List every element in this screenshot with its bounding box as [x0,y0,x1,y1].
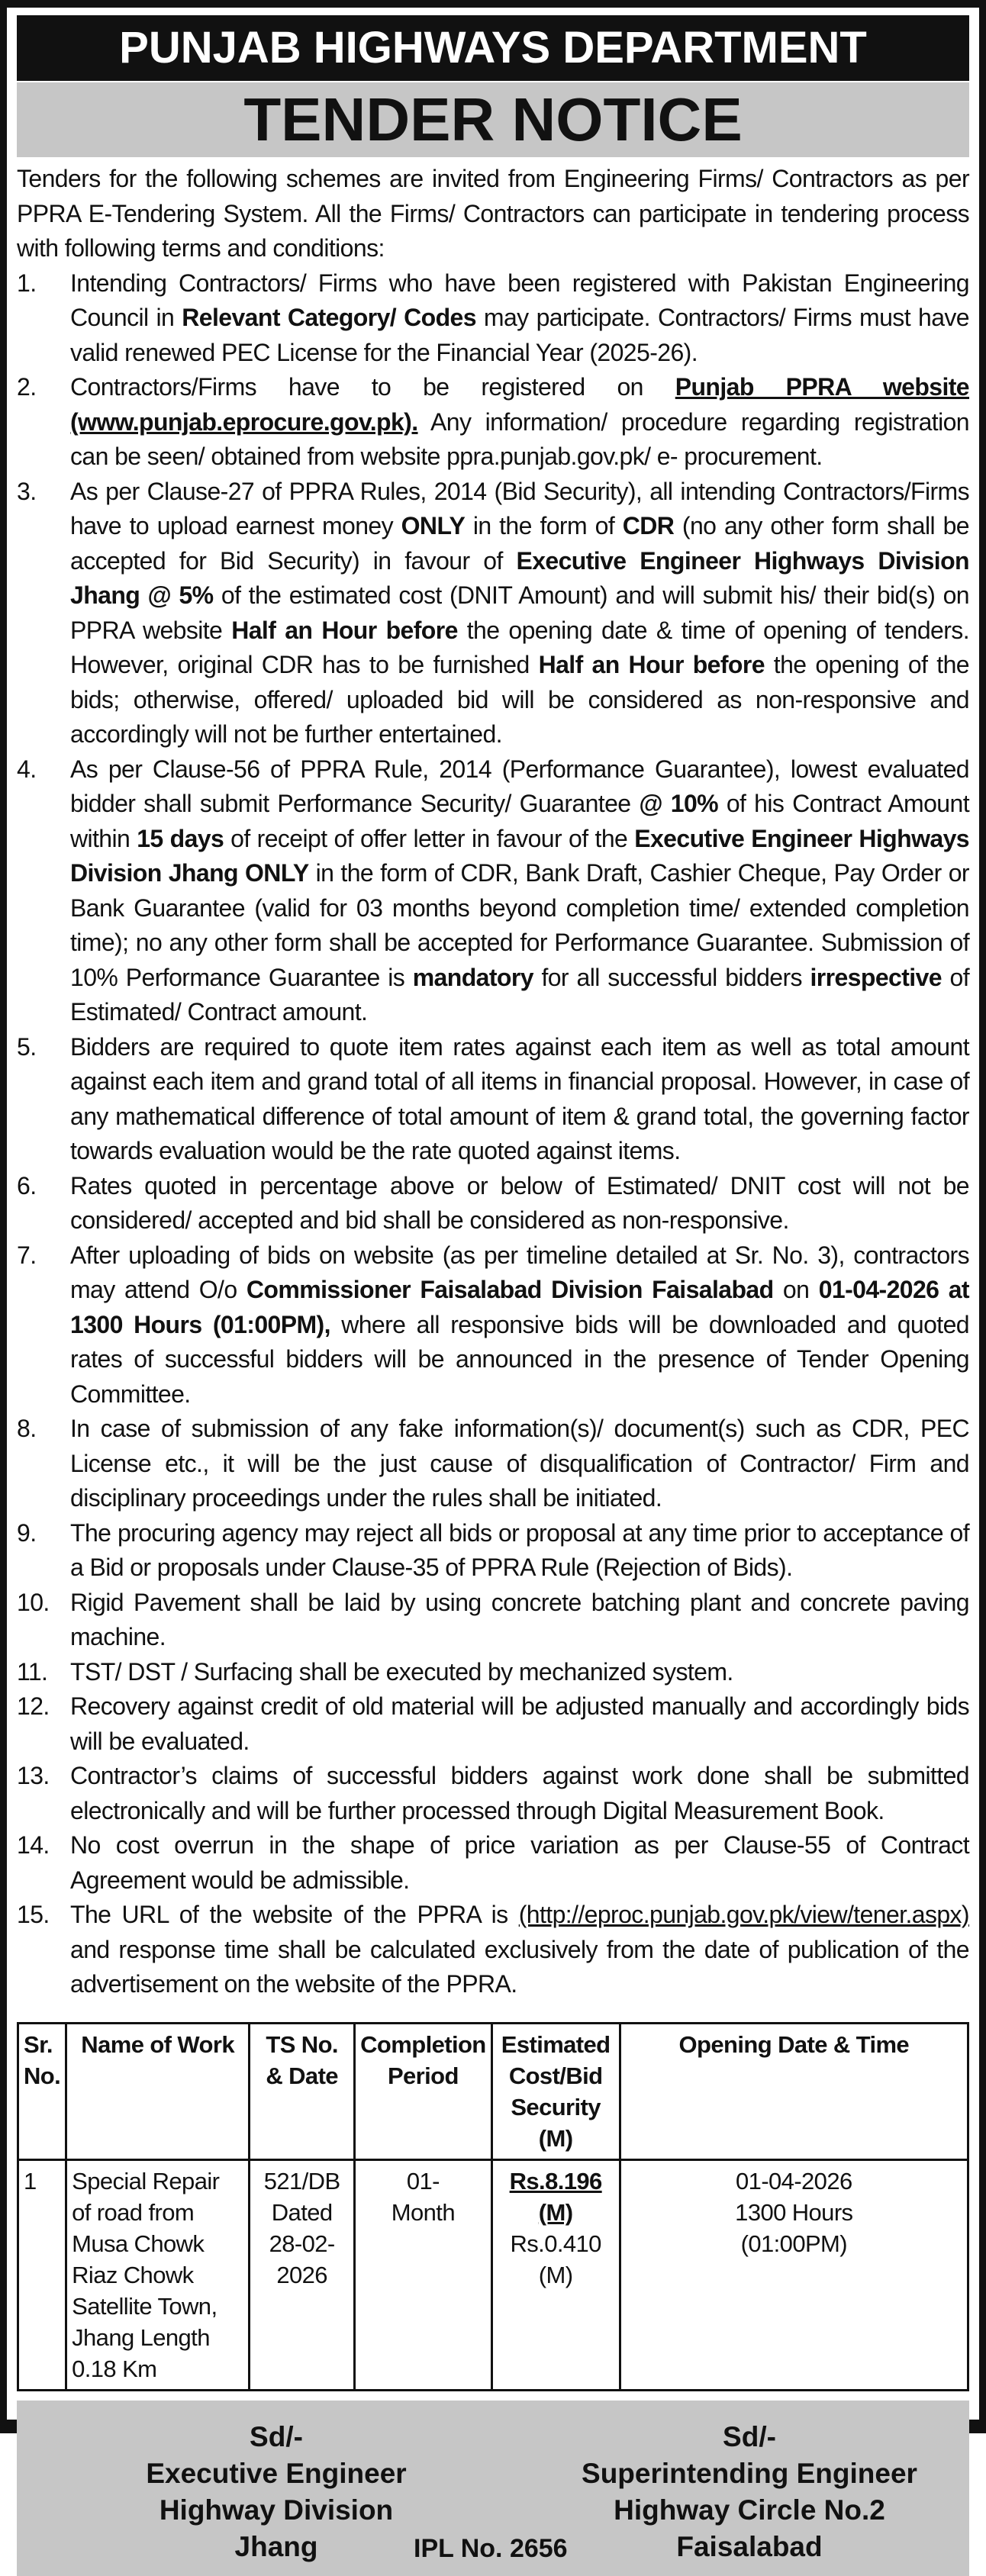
list-item [17,1655,969,1690]
text-segment: on [773,1276,819,1303]
item-number: 14. [17,1831,50,1859]
text-segment: of Estimated/ Contract amount. [70,963,969,1026]
tender-table [17,2022,969,2391]
bold-text: 01-04-2026 at 1300 Hours (01:00PM), [70,1276,969,1338]
col-name-of-work: Name of Work [66,2023,250,2159]
col-completion: Completion Period [355,2023,492,2159]
list-item [17,1828,969,1898]
period-1: 01- [406,2167,440,2194]
signatory-title-left: Executive Engineer [146,2457,407,2489]
signature-left [108,2419,444,2565]
text-segment: in the form of [465,512,623,539]
item-text [70,752,969,1030]
item-text [70,266,969,371]
item-text [70,1689,969,1759]
bold-text: Punjab PPRA website (www.punjab.eprocure.gov.pk). [70,373,970,436]
text-segment: the opening date & time of opening of tenders. However, original CDR has to be furnished [70,616,969,678]
bold-text: Half an Hour before [538,651,765,678]
bold-text: irrespective [810,963,942,991]
signatory-office-left: Highway Division [159,2494,394,2526]
signatory-title-right: Superintending Engineer [582,2457,917,2489]
cell-opening [620,2159,968,2390]
col-sr: Sr. No. [18,2023,66,2159]
item-number: 3. [17,477,37,505]
text-segment: Recovery against credit of old material will be adjusted manually and accordingly bids will be evaluated. [70,1692,969,1755]
item-number: 2. [17,373,37,401]
col-estimated-cost: Estimated Cost/Bid Security (M) [491,2023,620,2159]
text-segment: As per Clause-56 of PPRA Rule, 2014 (Performance Guarantee), lowest evaluated bidder shall submit Performance Security/ Guarantee [70,755,969,817]
bold-text: @ 10% [639,790,718,817]
bold-text: 15 days [137,824,224,852]
item-text [70,1030,969,1169]
list-item [17,1689,969,1759]
estimated-cost: Rs.8.196 (M) [509,2167,602,2226]
text-segment: In case of submission of any fake information(s)/ document(s) such as CDR, PEC License etc., it will be the just cause of disqualification of Contractor/ Firm and disciplinary proceedings under the rules shall be initiated. [70,1415,969,1512]
list-item [17,475,969,752]
cell-ts [250,2159,355,2390]
opening-date: 01-04-2026 [736,2167,852,2194]
list-item [17,370,969,475]
signature-block [17,2401,969,2576]
text-segment: of the estimated cost (DNIT Amount) and will submit his/ their bid(s) on PPRA website [70,581,969,644]
list-item [17,1238,969,1412]
text-segment: the opening of the bids; otherwise, offered/ uploaded bid will be considered as non-responsive and accordingly will not be further entertained. [70,651,969,748]
text-segment: and response time shall be calculated exclusively from the date of publication of the advertisement on the website of the PPRA. [70,1935,969,1998]
list-item [17,1759,969,1828]
item-text [70,475,969,752]
item-text [70,1759,969,1828]
tender-notice [17,15,969,2576]
text-segment: Contractors/Firms have to be registered on [70,373,675,401]
ts-dated: Dated [271,2198,333,2226]
item-number: 9. [17,1518,37,1547]
cell-work: Special Repair of road from Musa Chowk Riaz Chowk Satellite Town, Jhang Length 0.18 Km [66,2159,250,2390]
table-row [18,2159,968,2390]
period-2: Month [391,2198,455,2226]
table-header-row [18,2023,968,2159]
text-segment: (http://eproc.punjab.gov.pk/view/tener.aspx) [518,1901,969,1928]
item-text [70,1655,969,1690]
item-number: 12. [17,1692,50,1720]
list-item [17,1586,969,1655]
item-text [70,1586,969,1655]
list-item [17,1030,969,1169]
signatory-office-right: Highway Circle No.2 [614,2494,885,2526]
ts-date: 28-02-2026 [269,2230,335,2288]
bid-security: Rs.0.410 (M) [510,2230,601,2288]
opening-hours: 1300 Hours [735,2198,853,2226]
text-segment: Bidders are required to quote item rates against each item as well as total amount against each item and grand total of all items in financial proposal. However, in case of any mathematical difference of total amount of item & grand total, the governing factor towards evaluation would be the rate quoted against items. [70,1032,969,1164]
text-segment: where all responsive bids will be downloaded and quoted rates of successful bidders will be announced in the presence of Tender Opening Committee. [70,1310,969,1408]
item-text [70,1238,969,1412]
item-text [70,1169,969,1238]
item-text [70,1828,969,1898]
text-segment: TST/ DST / Surfacing shall be executed by mechanized system. [70,1657,733,1686]
bold-text: mandatory [412,963,533,991]
col-opening: Opening Date & Time [620,2023,968,2159]
text-segment: in the form of CDR, Bank Draft, Cashier Cheque, Pay Order or Bank Guarantee (valid for 03 months beyond completion time/ extended completion time); no any other form shall be accepted for Performance Guarantee. Submission of 10% Performance Guarantee is [70,859,969,991]
item-text [70,1516,969,1586]
bold-text: Executive Engineer Highways Division Jhang @ 5% [70,546,969,609]
list-item [17,266,969,371]
text-segment: After uploading of bids on website (as per timeline detailed at Sr. No. 3), contractors may attend O/o [70,1241,969,1303]
signatory-city-left: Jhang [234,2530,318,2562]
terms-list [17,266,969,2002]
text-segment: Any information/ procedure regarding registration can be seen/ obtained from website ppra.punjab.gov.pk/ e- procurement. [70,407,969,470]
text-segment: No cost overrun in the shape of price variation as per Clause-55 of Contract Agreement would be admissible. [70,1831,969,1894]
item-number: 6. [17,1171,37,1199]
cell-sr: 1 [18,2159,66,2390]
item-number: 13. [17,1762,50,1789]
bold-text: Relevant Category/ Codes [182,304,476,331]
text-segment: of receipt of offer letter in favour of the [224,824,635,852]
text-segment: The procuring agency may reject all bids or proposal at any time prior to acceptance of a Bid or proposals under Clause-35 of PPRA Rule (Rejection of Bids). [70,1518,969,1581]
signatory-city-right: Faisalabad [676,2530,823,2562]
cell-period [355,2159,492,2390]
item-text [70,1412,969,1516]
bold-text: CDR [622,512,675,539]
text-segment: may participate. Contractors/ Firms must have valid renewed PEC License for the Financial Year (2025-26). [70,304,969,366]
department-heading: PUNJAB HIGHWAYS DEPARTMENT [17,15,969,81]
opening-time: (01:00PM) [740,2230,847,2257]
text-segment: Intending Contractors/ Firms who have been registered with Pakistan Engineering Council in [70,269,969,331]
list-item [17,1516,969,1586]
bold-text: Commissioner Faisalabad Division Faisalabad [246,1276,774,1303]
sd-right: Sd/- [723,2420,776,2452]
bold-text: Executive Engineer Highways Division Jhang ONLY [70,824,969,887]
list-item [17,1169,969,1238]
bold-text: Half an Hour before [231,616,458,644]
item-number: 1. [17,269,37,297]
item-number: 10. [17,1588,50,1616]
intro-paragraph: Tenders for the following schemes are invited from Engineering Firms/ Contractors as per PPRA E-Tendering System. All the Firms/ Contractors can participate in tendering process with following terms and conditions: [17,165,969,262]
item-number: 4. [17,755,37,783]
col-ts-no: TS No. & Date [250,2023,355,2159]
item-number: 7. [17,1241,37,1269]
ipl-number: IPL No. 2656 [414,2533,568,2563]
item-text [70,1898,969,2002]
text-segment: Contractor’s claims of successful bidders against work done shall be submitted electronically and will be further processed through Digital Measurement Book. [70,1762,969,1824]
text-segment: Rigid Pavement shall be laid by using concrete batching plant and concrete paving machine. [70,1588,969,1650]
item-number: 8. [17,1415,37,1442]
notice-title: TENDER NOTICE [17,82,969,157]
text-segment: of his Contract Amount within [70,790,969,852]
list-item [17,1898,969,2002]
list-item [17,1412,969,1516]
text-segment: Rates quoted in percentage above or below of Estimated/ DNIT cost will not be considered/ accepted and bid shall be considered as non-responsive. [70,1171,969,1234]
cell-cost [491,2159,620,2390]
text-segment: (no any other form shall be accepted for Bid Security) in favour of [70,512,969,575]
ts-no: 521/DB [263,2167,340,2194]
item-number: 11. [17,1657,48,1686]
text-segment: for all successful bidders [533,963,810,991]
text-segment: The URL of the website of the PPRA is [70,1901,519,1928]
bold-text: ONLY [401,512,466,539]
signature-right [551,2419,948,2565]
list-item [17,752,969,1030]
item-text [70,370,969,475]
item-number: 5. [17,1032,37,1061]
sd-left: Sd/- [250,2420,303,2452]
item-number: 15. [17,1901,50,1928]
text-segment: As per Clause-27 of PPRA Rules, 2014 (Bid Security), all intending Contractors/Firms have to upload earnest money [70,477,969,539]
